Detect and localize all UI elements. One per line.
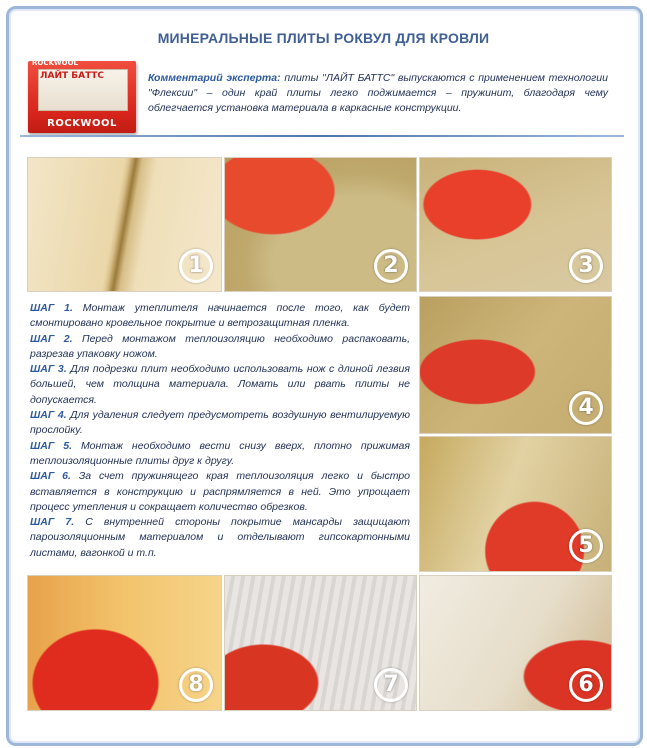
photo-step-8 bbox=[27, 575, 222, 711]
step-label: ШАГ 4. bbox=[30, 409, 67, 422]
step-text: Монтаж утеплителя начинается после того, как будет смонтировано кровельное покрытие и ветрозащитная пленка. bbox=[30, 302, 410, 330]
step-number-badge: 3 bbox=[569, 249, 603, 283]
product-brand: ROCKWOOL bbox=[47, 118, 117, 129]
step-label: ШАГ 2. bbox=[30, 332, 73, 345]
product-brand-top: ROCKWOOL bbox=[32, 59, 78, 67]
product-pack-label: ЛАЙТ БАТТС bbox=[40, 71, 104, 81]
step-number-badge: 1 bbox=[179, 249, 213, 283]
photo-step-1 bbox=[27, 157, 222, 292]
step-number-badge: 4 bbox=[569, 391, 603, 425]
step-label: ШАГ 7. bbox=[30, 516, 75, 529]
step-label: ШАГ 3. bbox=[30, 363, 67, 376]
photo-step-6 bbox=[419, 575, 612, 711]
step-text: Для подрезки плит необходимо использовать нож с длиной лезвия большей, чем толщина материала. Ломать или рвать плиты не допускается. bbox=[30, 363, 411, 406]
product-image bbox=[28, 61, 136, 133]
step-text: Перед монтажом теплоизоляцию необходимо распаковать, разрезав упаковку ножом. bbox=[30, 332, 411, 360]
step-item bbox=[30, 301, 410, 332]
step-text: С внутренней стороны покрытие мансарды защищают пароизоляционным материалом и отделывают гипсокартонными листами, вагонкой и т.п. bbox=[30, 516, 410, 559]
step-text: Монтаж необходимо вести снизу вверх, плотно прижимая теплоизоляционные плиты друг к другу. bbox=[30, 439, 410, 467]
step-item bbox=[30, 469, 410, 515]
step-number-badge: 5 bbox=[569, 529, 603, 563]
expert-text: плиты "ЛАЙТ БАТТС" выпускаются с применением технологии "Флексии" – один край плиты легко поджимается – пружинит, благодаря чему облегчается установка материала в каркасные конструкции. bbox=[148, 72, 608, 114]
expert-label: Комментарий эксперта: bbox=[148, 72, 281, 84]
step-label: ШАГ 6. bbox=[30, 470, 71, 483]
step-number-badge: 7 bbox=[374, 668, 408, 702]
expert-comment bbox=[148, 71, 608, 116]
step-text: Для удаления следует предусмотреть воздушную вентилируемую прослойку. bbox=[30, 409, 410, 437]
step-item bbox=[30, 332, 410, 363]
page-title: МИНЕРАЛЬНЫЕ ПЛИТЫ РОКВУЛ ДЛЯ КРОВЛИ bbox=[157, 30, 490, 46]
step-item bbox=[30, 408, 410, 439]
step-label: ШАГ 5. bbox=[30, 439, 72, 452]
header-divider bbox=[20, 135, 624, 137]
steps-list bbox=[30, 301, 410, 561]
photo-step-4 bbox=[419, 296, 612, 434]
step-item bbox=[30, 362, 410, 408]
step-item bbox=[30, 515, 410, 561]
photo-step-7 bbox=[224, 575, 417, 711]
step-item bbox=[30, 439, 410, 470]
step-number-badge: 8 bbox=[179, 668, 213, 702]
step-number-badge: 6 bbox=[569, 668, 603, 702]
step-label: ШАГ 1. bbox=[30, 302, 73, 314]
photo-step-5 bbox=[419, 436, 612, 572]
step-number-badge: 2 bbox=[374, 249, 408, 283]
step-text: За счет пружинящего края теплоизоляция легко и быстро вставляется в конструкцию и распрямляется в ней. Это упрощает процесс утепления и сокращает количество обрезков. bbox=[30, 470, 411, 513]
photo-step-3 bbox=[419, 157, 612, 292]
photo-step-2 bbox=[224, 157, 417, 292]
